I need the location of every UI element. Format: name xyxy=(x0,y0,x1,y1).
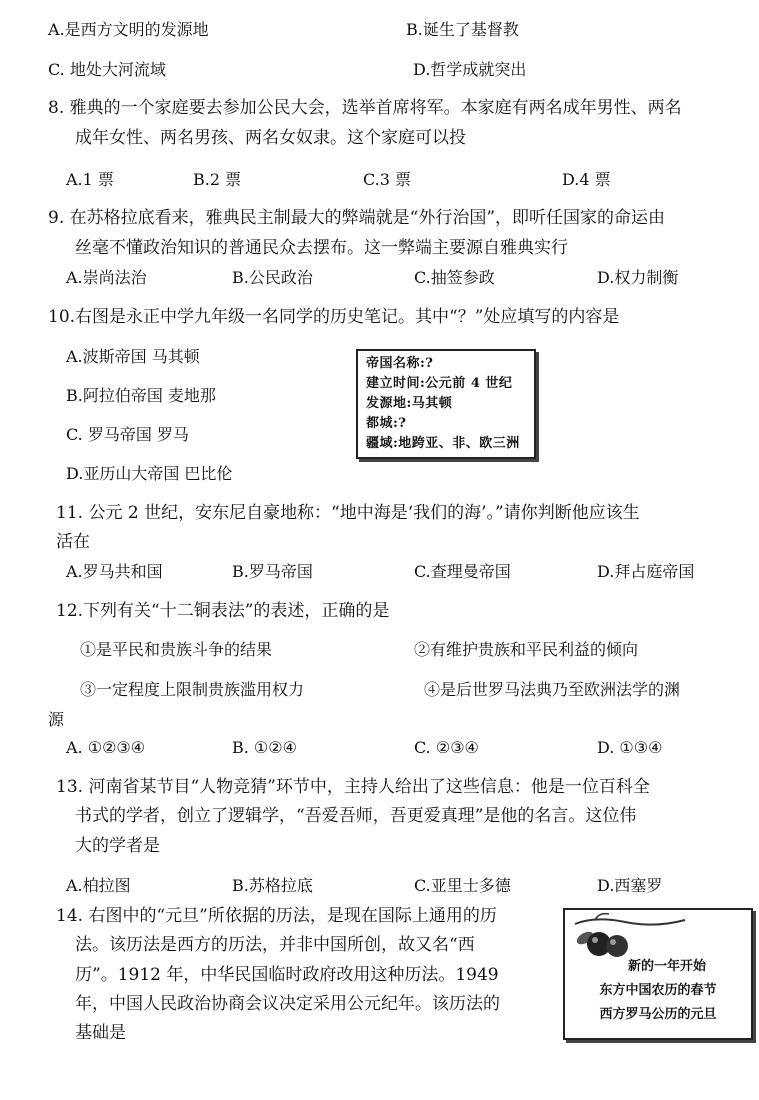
q11-option-d: D.拜占庭帝国 xyxy=(597,562,695,581)
q10-option-a: A.波斯帝国 马其顿 xyxy=(66,347,200,366)
q13-option-c: C.亚里士多德 xyxy=(414,876,511,895)
q12-stem: 12.下列有关“十二铜表法”的表述，正确的是 xyxy=(56,601,390,621)
note-origin: 发源地:马其顿 xyxy=(366,396,453,411)
q11-option-b: B.罗马帝国 xyxy=(232,562,313,581)
q7-option-c: C. 地处大河流域 xyxy=(48,60,166,79)
q12-statement-3: ③一定程度上限制贵族滥用权力 xyxy=(80,680,305,699)
q9-option-c: C.抽签参政 xyxy=(414,268,495,287)
q12-option-b: B. ①②④ xyxy=(232,738,297,757)
illustration-line1: 新的一年开始 xyxy=(627,959,706,974)
q11-stem-line1: 11. 公元 2 世纪，安东尼自豪地称：“地中海是‘我们的海’。”请你判断他应该生 xyxy=(56,503,640,523)
q14-stem-line1: 14. 右图中的“元旦”所依据的历法，是现在国际上通用的历 xyxy=(56,906,497,926)
q10-option-c: C. 罗马帝国 罗马 xyxy=(66,425,189,444)
illustration-line2: 东方中国农历的春节 xyxy=(599,983,717,998)
q13-option-a: A.柏拉图 xyxy=(66,876,131,895)
q8-stem-line2: 成年女性、两名男孩、两名女奴隶。这个家庭可以投 xyxy=(75,128,466,148)
q12-option-c: C. ②③④ xyxy=(414,738,479,757)
q8-option-b: B.2 票 xyxy=(193,170,242,189)
q13-option-b: B.苏格拉底 xyxy=(232,876,313,895)
q7-option-a: A.是西方文明的发源地 xyxy=(48,20,209,39)
q11-option-a: A.罗马共和国 xyxy=(66,562,163,581)
q7-option-d: D.哲学成就突出 xyxy=(413,60,527,79)
new-year-illustration xyxy=(563,908,753,1040)
q10-option-d: D.亚历山大帝国 巴比伦 xyxy=(66,464,233,483)
q9-option-d: D.权力制衡 xyxy=(597,268,679,287)
q12-option-a: A. ①②③④ xyxy=(66,738,146,757)
q9-option-b: B.公民政治 xyxy=(232,268,313,287)
q10-stem: 10.右图是永正中学九年级一名同学的历史笔记。其中“？”处应填写的内容是 xyxy=(48,307,620,327)
q12-statement-2: ②有维护贵族和平民利益的倾向 xyxy=(414,640,639,659)
history-note-box xyxy=(356,349,536,459)
q8-option-a: A.1 票 xyxy=(66,170,114,189)
q12-statement-1: ①是平民和贵族斗争的结果 xyxy=(80,640,273,659)
q8-option-c: C.3 票 xyxy=(363,170,412,189)
q12-statement-4: ④是后世罗马法典乃至欧洲法学的渊 xyxy=(424,680,681,699)
note-capital: 都城:? xyxy=(366,416,407,431)
q8-option-d: D.4 票 xyxy=(562,170,611,189)
q14-stem-line3: 历”。1912 年，中华民国临时政府改用这种历法。1949 xyxy=(75,965,499,985)
q9-stem-line2: 丝毫不懂政治知识的普通民众去摆布。这一弊端主要源自雅典实行 xyxy=(75,238,568,258)
q7-option-b: B.诞生了基督教 xyxy=(406,20,519,39)
q13-stem-line2: 书式的学者，创立了逻辑学，“吾爱吾师，吾更爱真理”是他的名言。这位伟 xyxy=(75,806,637,826)
note-territory: 疆域:地跨亚、非、欧三洲 xyxy=(366,436,520,451)
q13-stem-line3: 大的学者是 xyxy=(75,836,160,856)
note-empire-name: 帝国名称:? xyxy=(366,356,434,371)
q12-statement-4-cont: 源 xyxy=(48,710,65,729)
q14-stem-line5: 基础是 xyxy=(75,1023,126,1043)
q11-stem-line2: 活在 xyxy=(56,532,90,552)
illustration-line3: 西方罗马公历的元旦 xyxy=(599,1007,717,1022)
q13-option-d: D.西塞罗 xyxy=(597,876,663,895)
q13-stem-line1: 13. 河南省某节目“人物竞猜”环节中，主持人给出了这些信息：他是一位百科全 xyxy=(56,777,650,797)
q12-option-d: D. ①③④ xyxy=(597,738,663,757)
q14-stem-line2: 法。该历法是西方的历法，并非中国所创，故又名“西 xyxy=(75,935,475,955)
q11-option-c: C.查理曼帝国 xyxy=(414,562,511,581)
q9-option-a: A.崇尚法治 xyxy=(66,268,147,287)
q8-stem-line1: 8. 雅典的一个家庭要去参加公民大会，选举首席将军。本家庭有两名成年男性、两名 xyxy=(48,98,682,118)
note-founding-time: 建立时间:公元前 4 世纪 xyxy=(366,376,513,391)
q14-stem-line4: 年，中国人民政治协商会议决定采用公元纪年。该历法的 xyxy=(75,994,500,1014)
q10-option-b: B.阿拉伯帝国 麦地那 xyxy=(66,386,216,405)
q9-stem-line1: 9. 在苏格拉底看来，雅典民主制最大的弊端就是“外行治国”，即听任国家的命运由 xyxy=(48,208,666,228)
